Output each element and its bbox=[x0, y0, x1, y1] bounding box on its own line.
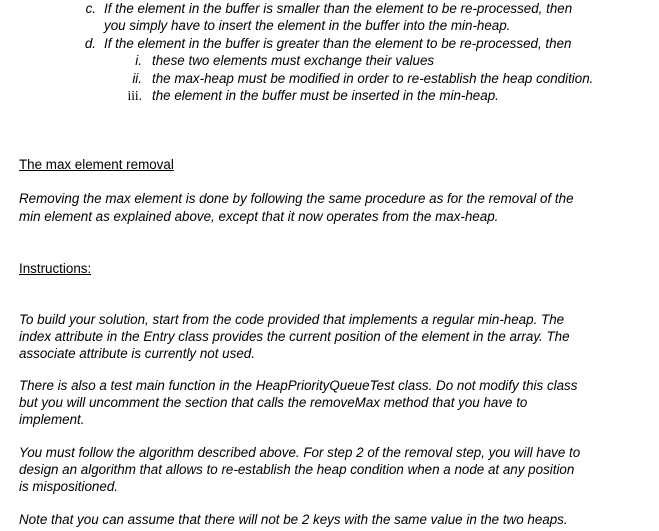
instructions-p3-line-1: You must follow the algorithm described above. For step 2 of the removal step, you will have to bbox=[19, 445, 581, 460]
list-marker-c: c. bbox=[85, 1, 96, 16]
instructions-p1-line-3: associate attribute is currently not used. bbox=[19, 346, 255, 361]
instructions-p3-line-2: design an algorithm that allows to re-establish the heap condition when a node at any position bbox=[19, 462, 575, 477]
sublist-marker-iii: iii. bbox=[127, 88, 142, 103]
max-removal-line-1: Removing the max element is done by following the same procedure as for the removal of the bbox=[19, 191, 574, 206]
instructions-p1-line-1: To build your solution, start from the code provided that implements a regular min-heap. The bbox=[19, 312, 565, 327]
sublist-item-iii: the element in the buffer must be inserted in the min-heap. bbox=[152, 88, 499, 103]
list-marker-d: d. bbox=[84, 36, 96, 51]
max-removal-line-2: min element as explained above, except that it now operates from the max-heap. bbox=[19, 209, 499, 224]
instructions-p2-line-2: but you will uncomment the section that calls the removeMax method that you have to bbox=[19, 395, 528, 410]
instructions-p2-line-1: There is also a test main function in the HeapPriorityQueueTest class. Do not modify this class bbox=[19, 378, 578, 393]
sublist-marker-i: i. bbox=[135, 53, 142, 68]
instructions-p3-line-3: is mispositioned. bbox=[19, 479, 118, 494]
instructions-p4-line-1: Note that you can assume that there will not be 2 keys with the same value in the two heaps. bbox=[19, 512, 568, 527]
section-heading-instructions: Instructions: bbox=[19, 261, 92, 276]
instructions-p1-line-2: index attribute in the Entry class provides the current position of the element in the array. The bbox=[19, 329, 570, 344]
list-item-c-line-2: you simply have to insert the element in the buffer into the min-heap. bbox=[104, 18, 511, 33]
instructions-p2-line-3: implement. bbox=[19, 412, 85, 427]
sublist-marker-ii: ii. bbox=[132, 71, 142, 86]
sublist-item-i: these two elements must exchange their values bbox=[152, 53, 435, 68]
list-item-d-line-1: If the element in the buffer is greater than the element to be re-processed, then bbox=[104, 36, 572, 51]
sublist-item-ii: the max-heap must be modified in order to re-establish the heap condition. bbox=[152, 71, 594, 86]
list-item-c-line-1: If the element in the buffer is smaller than the element to be re-processed, then bbox=[104, 1, 573, 16]
section-heading-max-removal: The max element removal bbox=[19, 157, 174, 172]
